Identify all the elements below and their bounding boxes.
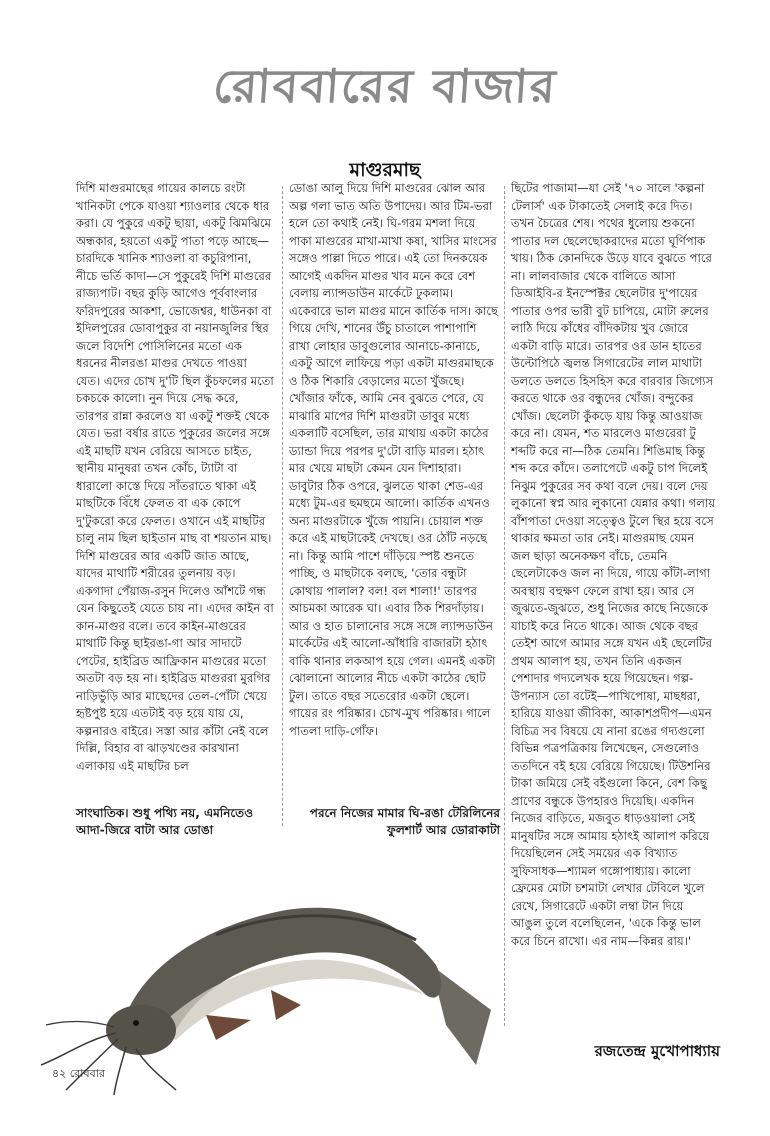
article-column-1 <box>76 180 274 775</box>
article-column-2 <box>289 180 499 740</box>
catfish-illustration-icon <box>36 815 496 1095</box>
column-2-text: ডোঙা আলু দিয়ে দিশি মাগুরের ঝোল আর অল্প গলা ভাত অতি উপাদেয়। আর টিম-ভরা হলে তো কথাই নেই। ঘি-গরম মশলা দিয়ে পাকা মাগুরের মাখা-মাখা কষা, খাসির মাংসের সঙ্গেও পাল্লা দিতে পারে। এই তো দিনকয়েক আগেই একদিন মাগুর খাব মনে করে বেশ বেলায় ল্যান্সডাউন মার্কেটে ঢুকলাম। একেবারে ভাল মাগুর মানে কার্তিক দাস। কাছে গিয়ে দেখি, শানের উঁচু চাতালে পাশাপাশি রাখা লোহার ডাবুগুলোর আনাচে-কানাচে, একটু আগে লাফিয়ে পড়া একটা মাগুরমাছকে ও ঠিক শিকারি বেড়ালের মতো খুঁজছে। খোঁজার ফাঁকে, আমি নেব বুঝতে পেরে, যে মাঝারি মাপের দিশি মাগুরটা ডাবুর মধ্যে একলাটি বসেছিল, তার মাথায় একটা কাঠের ড্যান্ডা দিয়ে পরপর দু'টো বাড়ি মারল। হঠাৎ মার খেয়ে মাছটা কেমন যেন দিশাহারা। ডাবুটার ঠিক ওপরে, ঝুলতে থাকা শেড-এর মধ্যে টুম-এর ছমছমে আলো। কার্তিক এখনও অন্য মাগুরটাকে খুঁজে পায়নি। চোয়াল শক্ত করে এই মাছটাকেই দেখছে। ওর ঠোঁট নড়ছে না। কিন্তু আমি পাশে দাঁড়িয়ে স্পষ্ট শুনতে পাচ্ছি, ও মাছটাকে বলছে, 'তোর বন্ধুটা কোথায় পালাল? বল! বল শালা!' তারপর আচমকা আরেক ঘা। এবার ঠিক শিরদাঁড়ায়। আর ও হাত চালানোর সঙ্গে সঙ্গে ল্যান্সডাউন মার্কেটের এই আলো-আঁধারি বাজারটা হঠাৎ বাকি থানার লকআপ হয়ে গেল। এমনই একটা ঝোলানো আলোর নীচে একটা কাঠের ছোট টুল। তাতে বছর সতেরোর একটা ছেলে। গায়ের রং পরিষ্কার। চোখ-মুখ পরিষ্কার। গালে পাতলা দাড়ি-গোঁফ। <box>289 181 499 738</box>
column-2-tail: পরনে নিজের মামার ঘি-রঙা টেরিলিনের ফুলশার্ট আর ডোরাকাটা <box>309 806 500 837</box>
article-subheading: মাগুরমাছ <box>349 159 421 181</box>
column-3-text: ছিটের পাজামা—যা সেই '৭০ সালে 'কল্পনা টেলার্স' এক টাকাতেই সেলাই করে দিত। তখন চৈত্রের শেষ। পথের ধুলোয় শুকনো পাতার দল ছেলেছোকরাদের মতো ঘূর্ণিপাক খায়। ঠিক কোনদিকে উড়ে যাবে বুঝতে পারে না। লালবাজার থেকে বালিতে আসা ডিআইবি-র ইনস্পেক্টর ছেলেটার দু'পায়ের পাতার ওপর ভারী বুট চাপিয়ে, মোটা রুলের লাঠি দিয়ে কাঁধের বাঁদিকটায় খুব জোরে একটা বাড়ি মারে। তারপর ওর ডান হাতের উল্টোপিঠে জ্বলন্ত সিগারেটের লাল মাথাটা ডলতে ডলতে হিসহিস করে বারবার জিগ্যেস করতে থাকে ওর বন্ধুদের খোঁজ। বন্দুকের খোঁজ। ছেলেটা কুঁকড়ে যায় কিন্তু আওয়াজ করে না। যেমন, শত মারলেও মাগুরেরা টু শব্দটি করে না—ঠিক তেমনি। শিঙিমাছ কিন্তু শব্দ করে কাঁদে। তলাপেটে একটু চাপ দিলেই নিঝুম পুকুরের সব কথা বলে দেয়। বলে দেয় লুকানো স্বপ্ন আর লুকানো যেন্নার কথা। গলায় বাঁশপাতা দেওয়া সত্ত্বেও টুলে স্থির হয়ে বসে থাকার ক্ষমতা তার নেই। মাগুরমাছ যেমন জল ছাড়া অনেকক্ষণ বাঁচে, তেমনি ছেলেটাকেও জল না দিয়ে, গায়ে কাঁটা-লাগা অবস্থায় বহুক্ষণ ফেলে রাখা হয়। আর সে জুঝতে-জুঝতে, শুধু নিজের কাছে নিজেকে যাচাই করে নিতে থাকে। আজ থেকে বছর তেইশ আগে আমার সঙ্গে যখন এই ছেলেটির প্রথম আলাপ হয়, তখন তিনি একজন পেশাদার গদ্যলেখক হয়ে গিয়েছেন। গল্প-উপন্যাস তো বটেই—পাখিপোষা, মাছধরা, হারিয়ে যাওয়া জীবিকা, আকাশপ্রদীপ—এমন বিচিত্র সব বিষয়ে যে নানা রঙের গদ্যগুলো বিভিন্ন পত্রপত্রিকায় লিখেছেন, সেগুলোও ততদিনে বই হয়ে বেরিয়ে গিয়েছে। টিউশনির টাকা জমিয়ে সেই বইগুলো কিনে, বেশ কিছু প্রাণের বন্ধুকে উপহারও দিয়েছি। একদিন নিজের বাড়িতে, মজবুত ধাড়ওয়ালা সেই মানুষটির সঙ্গে আমায় হঠাৎই আলাপ করিয়ে দিয়েছিলেন সেই সময়ের এক বিখ্যাত সুফিসাধক—শ্যামল গঙ্গোপাধ্যায়। কালো ফ্রেমের মোটা চশমাটা লেখার টেবিলে খুলে রেখে, সিগারেটে একটা লম্বা টান দিয়ে আঙুল তুলে বলেছিলেন, 'একে কিন্তু ভাল করে চিনে রাখো। এর নাম—কিন্নর রায়।' <box>511 181 716 948</box>
column-divider <box>504 186 505 1026</box>
page-title: রোববারের বাজার <box>211 59 560 113</box>
column-1-tail: সাংঘাতিক। শুধু পথ্যি নয়, এমনিতেও আদা-জিরে বাটা আর ডোঙা <box>76 806 254 837</box>
column-divider <box>282 186 283 826</box>
page-folio: ৪২ রোববার <box>52 1067 105 1080</box>
column-1-text: দিশি মাগুরমাছের গায়ের কালচে রংটা খানিকটা পেকে যাওয়া শ্যাওলার থেকে ধার করা। যে পুকুরে একটু ছায়া, একটু ঝিমঝিমে অন্ধকার, হয়তো একটু পাতা পড়ে আছে—চারদিকে খানিক শ্যাওলা বা কচুরিপানা, নীচে ভর্তি কাদা—সে পুকুরেই দিশি মাগুরের রাজ্যপাট। বছর কুড়ি আগেও পূর্ববাংলার ফরিদপুরের আকশা, ভোজেশ্বর, ধাউনকা বা ইদিলপুরের ডোবাপুকুর বা নয়ানজুলির স্থির জলে বিদেশি পোসিলিনের মতো এক ধরনের নীলরঙা মাগুর দেখতে পাওয়া যেত। এদের চোখ দু'টি ছিল কুঁচফলের মতো চকচকে কালো। নুন দিয়ে সেদ্ধ করে, তারপর রান্না করলেও যা একটু শক্তই থেকে যেত। ভরা বর্ষার রাতে পুকুরের জলের সঙ্গে এই মাছটি যখন বেরিয়ে আসতে চাইত, স্থানীয় মানুষরা তখন কোঁচ, ট্যাটা বা ধারালো কাস্তে দিয়ে সাঁতরাতে থাকা এই মাছটিকে বিঁধে ফেলত বা এক কোপে দু'টুকরো করে ফেলত। ওখানে এই মাছটির চালু নাম ছিল ছাইতান মাছ বা শয়তান মাছ। দিশি মাগুরের আর একটি জাত আছে, যাদের মাথাটি শরীরের তুলনায় বড়। একগাদা পেঁয়াজ-রসুন দিলেও আঁশটে গন্ধ যেন কিছুতেই যেতে চায় না। এদের কাইন বা কান-মাগুর বলে। তবে কাইন-মাগুরের মাথাটি কিন্তু ছাইরঙা-গা আর সাদাটে পেটের, হাইব্রিড আফ্রিকান মাগুরের মতো অতটা বড় হয় না। হাইব্রিড মাগুররা মুরগির নাড়িভুঁড়ি আর মাছেদের তেল-পোঁটা খেয়ে হৃষ্টপুষ্ট হয়ে এতটাই বড় হয়ে যায় যে, কল্পনারও বাইরে। সস্তা আর কাঁটা নেই বলে দিল্লি, বিহার বা ঝাড়খণ্ডের কারখানা এলাকায় এই মাছটির চল <box>76 181 274 773</box>
article-column-3 <box>511 180 716 950</box>
author-byline: রজতেন্দ্র মুখোপাধ্যায় <box>594 1042 720 1060</box>
